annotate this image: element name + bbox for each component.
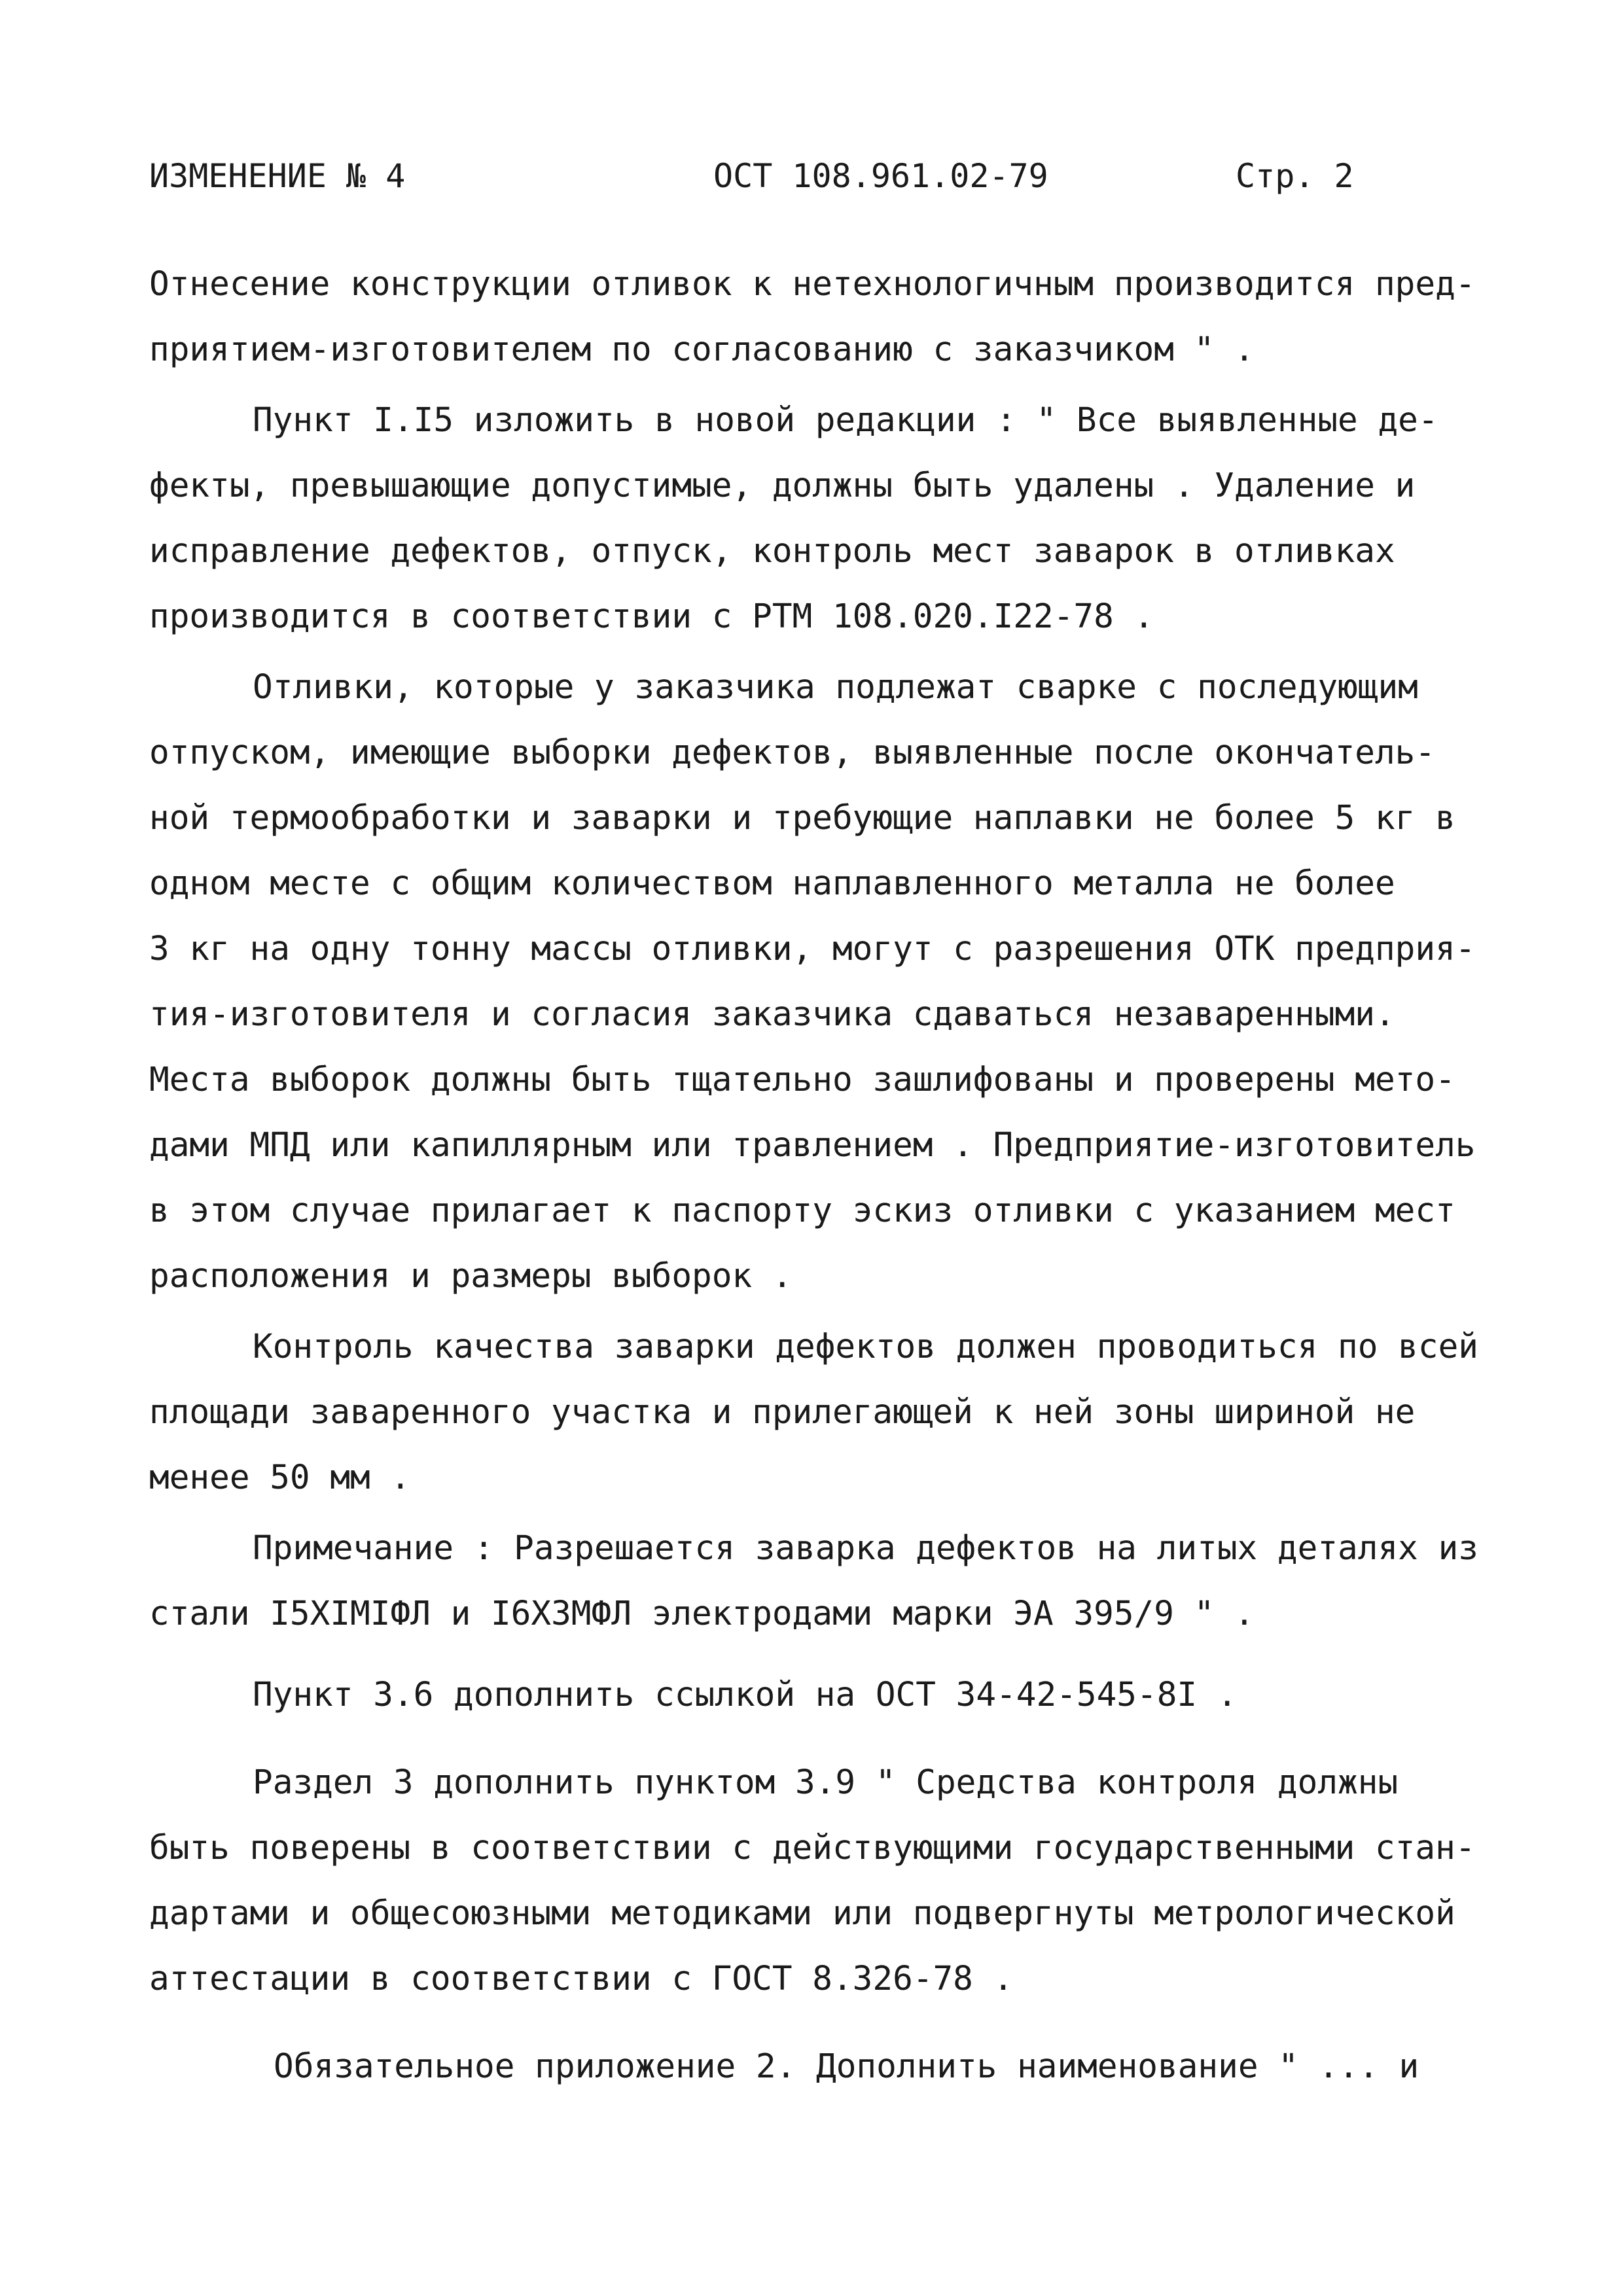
text-line: стали I5ХIМIФЛ и I6Х3МФЛ электродами марки ЭА 395/9 " . — [149, 1595, 1255, 1633]
text-line: аттестации в соответствии с ГОСТ 8.326-78 . — [149, 1960, 1014, 1998]
text-line: одном месте с общим количеством наплавленного металла не более — [149, 864, 1395, 903]
text-line: Обязательное приложение 2. Дополнить наименование " ... и — [274, 2047, 1419, 2086]
text-line: ной термообработки и заварки и требующие наплавки не более 5 кг в — [149, 799, 1455, 838]
text-line: площади заваренного участка и прилегающей к ней зоны шириной не — [149, 1393, 1416, 1432]
text-line: расположения и размеры выборок . — [149, 1257, 793, 1296]
text-line: Отнесение конструкции отливок к нетехнологичным производится пред- — [149, 265, 1476, 304]
text-line: отпуском, имеющие выборки дефектов, выявленные после окончатель- — [149, 733, 1436, 772]
text-line: Примечание : Разрешается заварка дефектов на литых деталях из — [253, 1529, 1478, 1568]
page-number: Стр. 2 — [1236, 157, 1354, 195]
change-number: ИЗМЕНЕНИЕ № 4 — [149, 157, 406, 195]
text-line: Раздел 3 дополнить пунктом 3.9 " Средства контроля должны — [253, 1763, 1399, 1802]
text-line: быть поверены в соответствии с действующими государственными стан- — [149, 1829, 1476, 1867]
text-line: Отливки, которые у заказчика подлежат сварке с последующим — [253, 668, 1418, 707]
text-line: менее 50 мм . — [149, 1458, 411, 1497]
text-line: 3 кг на одну тонну массы отливки, могут с разрешения ОТК предприя- — [149, 930, 1476, 968]
text-line: Места выборок должны быть тщательно зашлифованы и проверены мето- — [149, 1061, 1455, 1099]
text-line: производится в соответствии с РТМ 108.020.I22-78 . — [149, 597, 1154, 636]
text-line: Пункт 3.6 дополнить ссылкой на ОСТ 34-42-545-8I . — [253, 1676, 1238, 1714]
document-body — [149, 252, 1497, 2100]
text-line: Контроль качества заварки дефектов должен проводиться по всей — [253, 1328, 1478, 1366]
text-line: фекты, превышающие допустимые, должны быть удалены . Удаление и — [149, 467, 1416, 505]
text-line: в этом случае прилагает к паспорту эскиз отливки с указанием мест — [149, 1192, 1455, 1230]
text-line: Пункт I.I5 изложить в новой редакции : " Все выявленные де- — [253, 401, 1438, 440]
text-line: дами МПД или капиллярным или травлением . Предприятие-изготовитель — [149, 1126, 1476, 1165]
text-line: дартами и общесоюзными методиками или подвергнуты метрологической — [149, 1894, 1455, 1933]
text-line: тия-изготовителя и согласия заказчика сдаваться незаваренными. — [149, 995, 1395, 1034]
page-header — [149, 157, 1393, 209]
text-line: приятием-изготовителем по согласованию с заказчиком " . — [149, 330, 1255, 369]
standard-code: ОСТ 108.961.02-79 — [713, 157, 1048, 195]
text-line: исправление дефектов, отпуск, контроль мест заварок в отливках — [149, 532, 1395, 571]
